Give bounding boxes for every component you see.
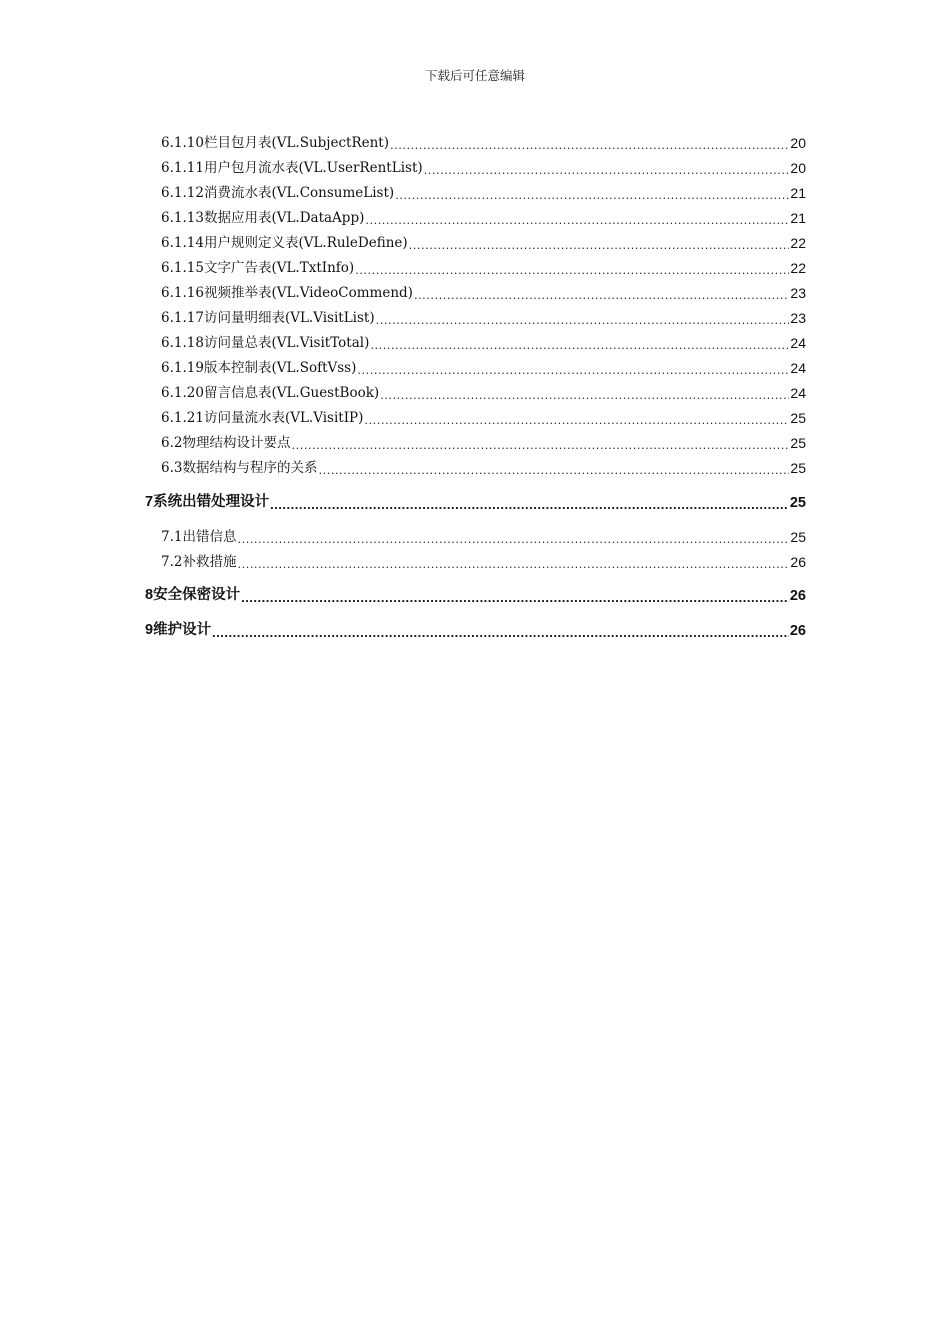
toc-entry-page: 20 [790, 160, 806, 176]
toc-entry-page: 24 [790, 385, 806, 401]
table-of-contents [145, 126, 806, 639]
toc-leader-dots [237, 532, 789, 545]
toc-leader-dots [291, 438, 789, 451]
toc-entry-page: 25 [789, 494, 806, 511]
toc-entry[interactable] [145, 376, 806, 401]
toc-entry-page: 25 [790, 410, 806, 426]
toc-entry-title: 6.1.15文字广告表(VL.TxtInfo) [161, 260, 355, 276]
toc-entry-title: 6.1.13数据应用表(VL.DataApp) [161, 210, 365, 226]
toc-entry[interactable] [145, 351, 806, 376]
toc-leader-dots [355, 263, 789, 276]
toc-entry-title: 6.1.21访问量流水表(VL.VisitIP) [161, 410, 364, 426]
toc-entry[interactable] [145, 545, 806, 570]
toc-leader-dots [390, 138, 789, 151]
toc-entry-title: 6.1.10栏目包月表(VL.SubjectRent) [161, 135, 389, 151]
toc-entry-page: 24 [790, 360, 806, 376]
toc-entry-page: 25 [790, 460, 806, 476]
toc-entry[interactable] [145, 426, 806, 451]
toc-entry-top-level[interactable] [145, 570, 806, 605]
toc-entry-title: 6.1.11用户包月流水表(VL.UserRentList) [161, 160, 423, 176]
toc-entry[interactable] [145, 226, 806, 251]
toc-entry[interactable] [145, 201, 806, 226]
toc-leader-dots [424, 163, 790, 176]
toc-entry[interactable] [145, 126, 806, 151]
toc-entry-page: 25 [790, 435, 806, 451]
toc-leader-dots [380, 388, 789, 401]
toc-entry-title: 6.2物理结构设计要点 [161, 435, 291, 451]
toc-leader-dots [318, 463, 789, 476]
toc-entry-page: 21 [790, 185, 806, 201]
toc-entry[interactable] [145, 176, 806, 201]
toc-entry-page: 26 [789, 588, 806, 604]
toc-leader-dots [237, 557, 789, 570]
toc-entry-page: 22 [790, 235, 806, 251]
toc-entry-page: 26 [790, 553, 806, 570]
toc-leader-dots [212, 626, 789, 639]
toc-entry-page: 21 [790, 210, 806, 226]
toc-entry-page: 22 [790, 260, 806, 276]
page-header: 下载后可任意编辑 [424, 68, 525, 83]
toc-entry[interactable] [145, 151, 806, 176]
toc-entry-title: 6.1.19版本控制表(VL.SoftVss) [161, 360, 357, 376]
toc-entry-title: 7.1出错信息 [161, 528, 237, 545]
toc-entry[interactable] [145, 520, 806, 545]
toc-leader-dots [414, 288, 789, 301]
toc-leader-dots [395, 188, 789, 201]
toc-entry-page: 20 [790, 135, 806, 151]
toc-leader-dots [357, 363, 789, 376]
toc-entry-title: 6.1.14用户规则定义表(VL.RuleDefine) [161, 235, 408, 251]
toc-entry-title: 6.1.18访问量总表(VL.VisitTotal) [161, 335, 370, 351]
toc-entry-top-level[interactable] [145, 604, 806, 639]
toc-entry-title: 7.2补救措施 [161, 553, 237, 570]
toc-entry-title: 9维护设计 [145, 621, 212, 638]
toc-entry-title: 6.1.17访问量明细表(VL.VisitList) [161, 310, 375, 326]
toc-entry[interactable] [145, 251, 806, 276]
toc-leader-dots [365, 213, 789, 226]
toc-entry-top-level[interactable] [145, 476, 806, 511]
toc-leader-dots [241, 591, 789, 604]
toc-entry[interactable] [145, 326, 806, 351]
toc-entry[interactable] [145, 276, 806, 301]
toc-entry-page: 25 [790, 528, 806, 545]
toc-leader-dots [370, 338, 789, 351]
toc-entry-page: 23 [790, 285, 806, 301]
toc-entry-page: 26 [789, 622, 806, 639]
toc-leader-dots [270, 498, 789, 511]
toc-entry-title: 6.3数据结构与程序的关系 [161, 460, 318, 476]
toc-entry-title: 6.1.20留言信息表(VL.GuestBook) [161, 385, 380, 401]
toc-entry-page: 24 [790, 335, 806, 351]
toc-entry[interactable] [145, 451, 806, 476]
toc-entry-title: 6.1.16视频推举表(VL.VideoCommend) [161, 285, 413, 301]
toc-entry-title: 8安全保密设计 [145, 587, 241, 603]
toc-entry[interactable] [145, 301, 806, 326]
toc-leader-dots [376, 313, 790, 326]
toc-entry-page: 23 [790, 310, 806, 326]
toc-entry[interactable] [145, 401, 806, 426]
toc-leader-dots [364, 413, 789, 426]
toc-entry-title: 6.1.12消费流水表(VL.ConsumeList) [161, 185, 395, 201]
toc-entry-title: 7系统出错处理设计 [145, 493, 270, 510]
toc-leader-dots [409, 238, 790, 251]
